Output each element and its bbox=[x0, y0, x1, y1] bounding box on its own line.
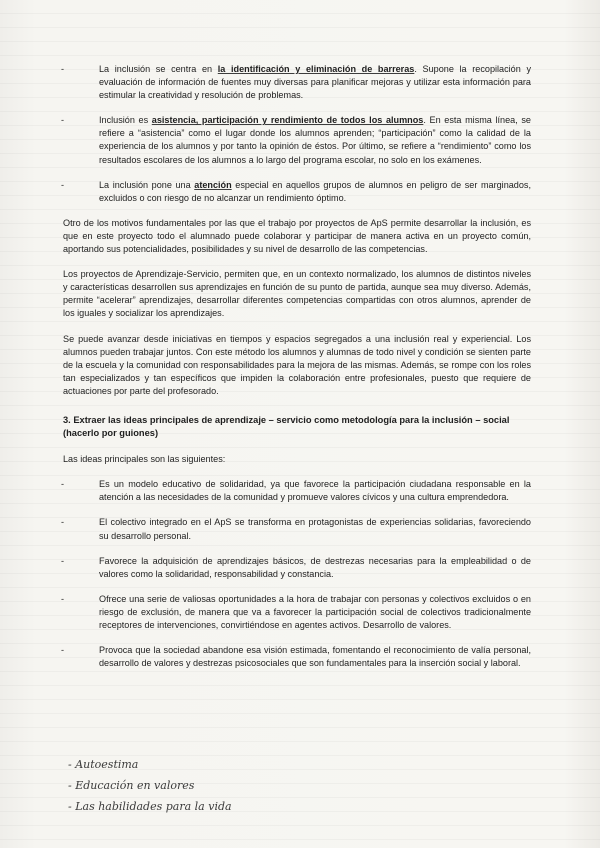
bullet-dash: - bbox=[61, 517, 65, 528]
list-item bbox=[63, 555, 531, 581]
bullet-dash: - bbox=[61, 64, 65, 74]
bullet-dash: - bbox=[61, 479, 65, 490]
bullet-dash: - bbox=[61, 593, 65, 604]
bold-phrase: asistencia, participación y rendimiento de todos los alumnos bbox=[151, 115, 424, 126]
intro-line: Las ideas principales son las siguientes: bbox=[63, 454, 226, 465]
paragraph: Los proyectos de Aprendizaje-Servicio, permiten que, en un contexto normalizado, los alumnos de distintos niveles y características desarrollen sus aprendizajes en función de su punto de partida, aunque sea muy diverso. Además, permite “acelerar” aprendizajes, desarrollar diferentes competencias compartidas con otros alumnos, aprender de los iguales y socializar los aprendizajes. bbox=[63, 269, 531, 319]
list-item bbox=[63, 593, 531, 632]
list-item: - Inclusión es asistencia, participación y rendimiento de todos los alumnos. En esta misma línea, se refiere a “asistencia” como el lugar donde los alumnos aprenden; “participación” como la calidad de la experiencia de los alumnos y por tanto la opinión de éstos. Por último, se refiere a “rendimiento” como los resultados escolares de los alumnos a lo largo del programa escolar, no solo en los exámenes. bbox=[61, 115, 531, 165]
list-item bbox=[63, 644, 531, 670]
bullet-dash: - bbox=[61, 555, 65, 566]
document-body bbox=[63, 63, 531, 682]
bullet-dash: - bbox=[61, 645, 65, 656]
paragraph: Otro de los motivos fundamentales por las que el trabajo por proyectos de ApS permite desarrollar la inclusión, es que en este proyecto todo el alumnado puede colaborar y participar de manera activa en un proyecto común, aportando sus potencialidades, posibilidades y su nivel de desarrollo de las competencias. bbox=[63, 217, 531, 255]
list-item-text: Provoca que la sociedad abandone esa visión estimada, fomentando el reconocimiento de valía personal, desarrollo de valores y destrezas psicosociales que son fundamentales para la inserción social y laboral. bbox=[99, 645, 531, 669]
bullet-dash: - bbox=[61, 179, 65, 190]
list-item bbox=[63, 516, 531, 542]
bold-phrase: atención bbox=[194, 179, 232, 190]
list-item: - La inclusión se centra en la identificación y eliminación de barreras. Supone la recopilación y evaluación de información de fuentes muy diversas para planificar mejoras y utilizar esta información para estimular la creatividad y resolución de problemas. bbox=[61, 64, 531, 101]
bullet-dash: - bbox=[61, 115, 65, 126]
section-heading: 3. Extraer las ideas principales de aprendizaje – servicio como metodología para la inclusión – social (hacerlo por guiones) bbox=[63, 414, 510, 439]
list-item-text: El colectivo integrado en el ApS se transforma en protagonistas de experiencias solidarias, favoreciendo su desarrollo personal. bbox=[99, 517, 531, 541]
list-item bbox=[63, 478, 531, 504]
list-item-text: Ofrece una serie de valiosas oportunidades a la hora de trabajar con personas y colectivos excluidos o en riesgo de exclusión, de manera que va a favorecer la participación social de colectivos tradicionalmente receptores de intervenciones, convirtiéndose en agentes activos. Desarrollo de valores. bbox=[99, 593, 531, 630]
list-item-text: Favorece la adquisición de aprendizajes básicos, de destrezas necesarias para la empleabilidad o de valores como la solidaridad, responsabilidad y constancia. bbox=[99, 555, 531, 579]
handwritten-note: - Autoestima bbox=[68, 758, 139, 771]
paragraph: Se puede avanzar desde iniciativas en tiempos y espacios segregados a una inclusión real y experiencial. Los alumnos pueden trabajar juntos. Con este método los alumnos y alumnas de todo nivel y condición se sienten parte de la escuela y la comunidad con responsabilidades para la mejora de las mismas. Además, se rompe con los roles tan especializados y tan específicos que impiden la colaboración entre profesionales, puesto que requiere de actuaciones por parte del profesorado. bbox=[63, 333, 531, 396]
handwritten-note: - Educación en valores bbox=[68, 779, 195, 792]
list-item-text: Es un modelo educativo de solidaridad, ya que favorece la participación ciudadana responsable en la atención a las necesidades de la comunidad y promueve valores cívicos y una cultura emprendedora. bbox=[99, 479, 531, 503]
bold-phrase: la identificación y eliminación de barreras bbox=[217, 64, 415, 74]
handwritten-note: - Las habilidades para la vida bbox=[68, 800, 232, 813]
list-item: - La inclusión pone una atención especial en aquellos grupos de alumnos en peligro de ser marginados, excluidos o con riesgo de no alcanzar un rendimiento óptimo. bbox=[61, 179, 531, 203]
